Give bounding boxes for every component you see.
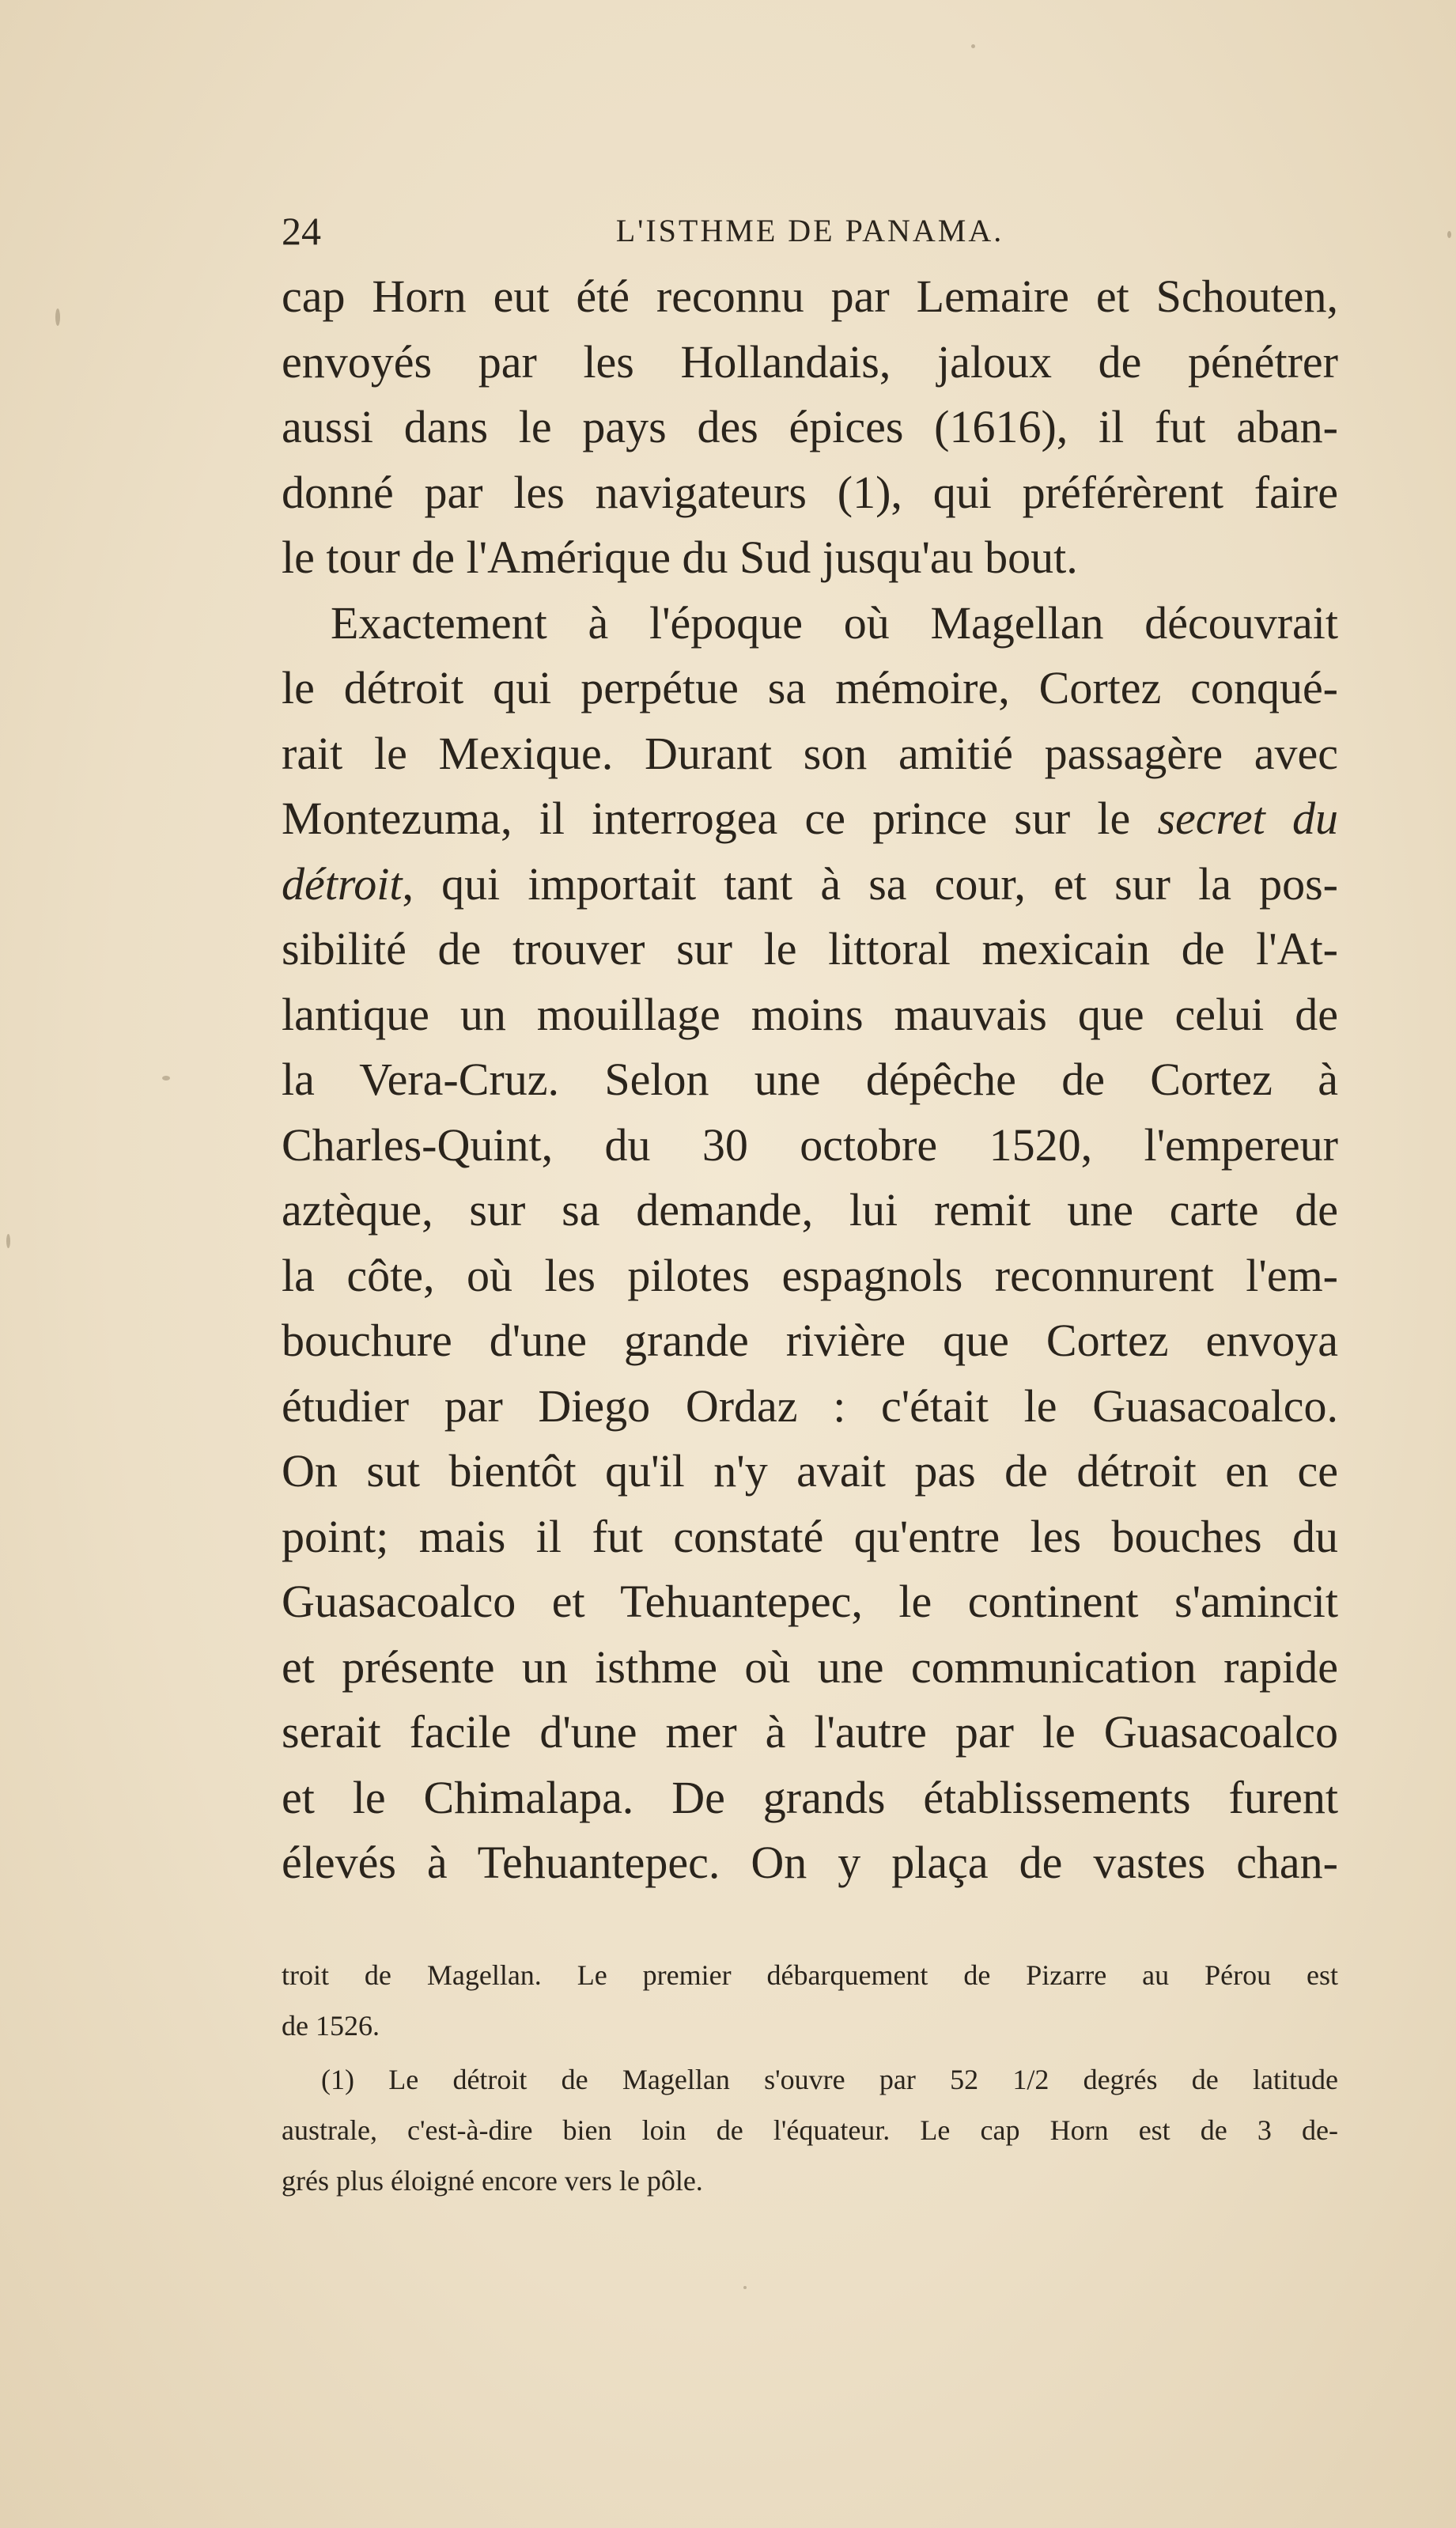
footnote-line: troit de Magellan. Le premier débarquement de Pizarre au Pérou est — [282, 1959, 1338, 1991]
text-line: aussi dans le pays des épices (1616), il fut aban- — [282, 401, 1338, 452]
paper-speck — [1447, 231, 1451, 238]
text-line: le tour de l'Amérique du Sud jusqu'au bout. — [282, 532, 1078, 583]
footnote-line: grés plus éloigné encore vers le pôle. — [282, 2165, 703, 2197]
text-line: lantique un mouillage moins mauvais que celui de — [282, 988, 1338, 1040]
paper-speck — [971, 44, 975, 48]
text-line: Guasacoalco et Tehuantepec, le continent s'amincit — [282, 1576, 1338, 1627]
text-segment: , qui importait tant à sa cour, et sur la pos- — [402, 857, 1338, 910]
page-number: 24 — [282, 209, 321, 253]
text-line: étudier par Diego Ordaz : c'était le Guasacoalco. — [282, 1379, 1338, 1432]
text-line: et le Chimalapa. De grands établissements furent — [282, 1771, 1338, 1823]
text-line: bouchure d'une grande rivière que Cortez envoya — [282, 1315, 1338, 1366]
paper-speck — [743, 2286, 747, 2289]
paragraph-start-line: Exactement à l'époque où Magellan découvrait — [331, 596, 1338, 649]
text-line: sibilité de trouver sur le littoral mexicain de l'At- — [282, 923, 1338, 974]
main-text — [282, 264, 1338, 1896]
running-title: L'ISTHME DE PANAMA. — [615, 213, 1004, 248]
footnote-line: (1) Le détroit de Magellan s'ouvre par 52 1/2 degrés de latitude — [321, 2064, 1338, 2095]
italic-phrase-end: détroit — [282, 857, 403, 910]
text-line: aztèque, sur sa demande, lui remit une carte de — [282, 1184, 1338, 1236]
paper-speck — [55, 308, 60, 326]
text-line: la Vera-Cruz. Selon une dépêche de Cortez à — [282, 1054, 1338, 1105]
text-line: Charles-Quint, du 30 octobre 1520, l'empereur — [282, 1118, 1338, 1171]
text-line: et présente un isthme où une communication rapide — [282, 1641, 1338, 1693]
page-header — [282, 207, 1338, 255]
text-line: envoyés par les Hollandais, jaloux de pénétrer — [282, 335, 1338, 388]
footnote-line: australe, c'est-à-dire bien loin de l'équateur. Le cap Horn est de 3 de- — [282, 2114, 1338, 2146]
paper-speck — [6, 1234, 10, 1248]
text-line: élevés à Tehuantepec. On y plaça de vastes chan- — [282, 1837, 1338, 1888]
text-line: la côte, où les pilotes espagnols reconnurent l'em- — [282, 1249, 1338, 1301]
text-line: cap Horn eut été reconnu par Lemaire et Schouten, — [282, 271, 1338, 322]
text-line: rait le Mexique. Durant son amitié passagère avec — [282, 727, 1338, 779]
text-line — [282, 852, 1338, 918]
text-segment: Montezuma, il interrogea ce prince sur le — [282, 793, 1158, 844]
text-line — [282, 786, 1338, 852]
text-line: donné par les navigateurs (1), qui préférèrent faire — [282, 466, 1338, 518]
text-line: point; mais il fut constaté qu'entre les bouches du — [282, 1510, 1338, 1562]
footnote-line: de 1526. — [282, 2010, 380, 2042]
italic-phrase: secret du — [1157, 793, 1338, 844]
paper-speck — [162, 1076, 170, 1080]
text-line: serait facile d'une mer à l'autre par le Guasacoalco — [282, 1706, 1338, 1758]
text-line: On sut bientôt qu'il n'y avait pas de détroit en ce — [282, 1445, 1338, 1497]
text-line: le détroit qui perpétue sa mémoire, Cortez conqué- — [282, 662, 1338, 713]
footnotes — [282, 1950, 1338, 2206]
